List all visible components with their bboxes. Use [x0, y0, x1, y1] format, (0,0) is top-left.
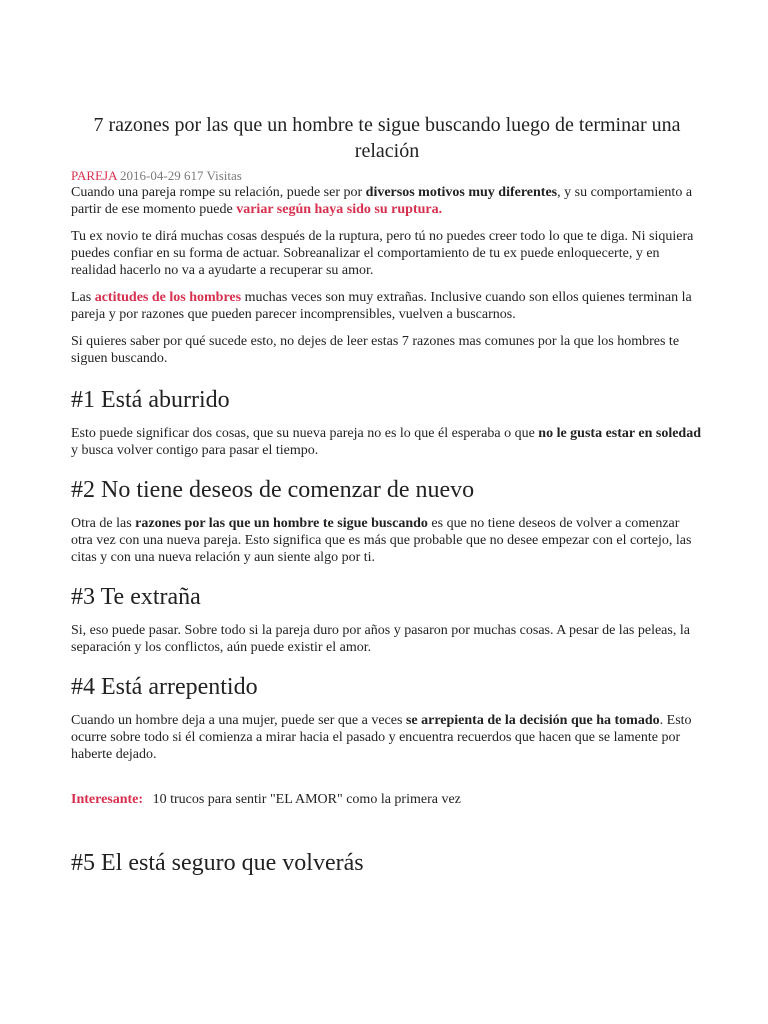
text-run: Cuando una pareja rompe su relación, puede ser por [71, 185, 366, 200]
bold-text: diversos motivos muy diferentes [365, 185, 558, 200]
text-run: y busca volver contigo para pasar el tiempo. [71, 443, 319, 458]
related-article [71, 791, 703, 808]
article [71, 112, 703, 878]
view-count: 617 Visitas [183, 168, 242, 183]
intro-paragraph-1 [71, 184, 703, 218]
highlight-link[interactable]: actitudes de los hombres [94, 290, 242, 305]
text-run: , y su comportamiento a partir de ese momento puede [71, 185, 693, 217]
section-4-paragraph [71, 712, 703, 763]
section-heading-2: #2 No tiene deseos de comenzar de nuevo [71, 477, 475, 503]
text-run: es que no tiene deseos de volver a comenzar otra vez con una nueva pareja. Esto significa que es más que probable que no desee empezar con el cortejo, las citas y con una nueva relación y aun siente algo por ti. [71, 516, 692, 565]
section-heading-5: #5 El está seguro que volverás [71, 850, 364, 876]
related-label: Interesante: [71, 792, 144, 807]
text-run: Esto puede significar dos cosas, que su nueva pareja no es lo que él esperaba o que [71, 426, 539, 441]
article-title: 7 razones por las que un hombre te sigue buscando luego de terminar una relación [93, 114, 681, 162]
publish-date: 2016-04-29 [120, 168, 181, 183]
related-article-link[interactable]: 10 trucos para sentir "EL AMOR" como la primera vez [152, 792, 461, 807]
text-run: Las [71, 290, 95, 305]
intro-paragraph-3 [71, 289, 703, 323]
bold-text: razones por las que un hombre te sigue buscando [135, 516, 428, 531]
intro-paragraph-4: Si quieres saber por qué sucede esto, no dejes de leer estas 7 razones mas comunes por la que los hombres te siguen buscando. [71, 334, 680, 366]
section-heading-3: #3 Te extraña [71, 584, 201, 610]
article-meta [71, 168, 703, 184]
highlight-link[interactable]: variar según haya sido su ruptura. [236, 202, 443, 217]
text-run: Otra de las [71, 516, 136, 531]
intro-paragraph-2: Tu ex novio te dirá muchas cosas después de la ruptura, pero tú no puedes creer todo lo que te diga. Ni siquiera puedes confiar en su forma de actuar. Sobreanalizar el comportamiento de tu ex puede enloquecerte, y en realidad hacerlo no va a ayudarte a recuperar su amor. [71, 229, 694, 278]
section-heading-1: #1 Está aburrido [71, 387, 230, 413]
bold-text: se arrepienta de la decisión que ha tomado [405, 713, 660, 728]
section-1-paragraph [71, 425, 703, 459]
text-run: muchas veces son muy extrañas. Inclusive cuando son ellos quienes terminan la pareja y por razones que pueden parecer incomprensibles, vuelven a buscarnos. [71, 290, 692, 322]
section-3-paragraph: Si, eso puede pasar. Sobre todo si la pareja duro por años y pasaron por muchas cosas. A pesar de las peleas, la separación y los conflictos, aún puede existir el amor. [71, 623, 690, 655]
section-2-paragraph [71, 515, 703, 566]
text-run: . Esto ocurre sobre todo si él comienza a mirar hacia el pasado y encuentra recuerdos que hacen que se lamente por haberte dejado. [71, 713, 692, 762]
bold-text: no le gusta estar en soledad [538, 426, 701, 441]
section-heading-4: #4 Está arrepentido [71, 674, 258, 700]
category-link[interactable]: PAREJA [71, 168, 117, 183]
text-run: Cuando un hombre deja a una mujer, puede ser que a veces [71, 713, 406, 728]
